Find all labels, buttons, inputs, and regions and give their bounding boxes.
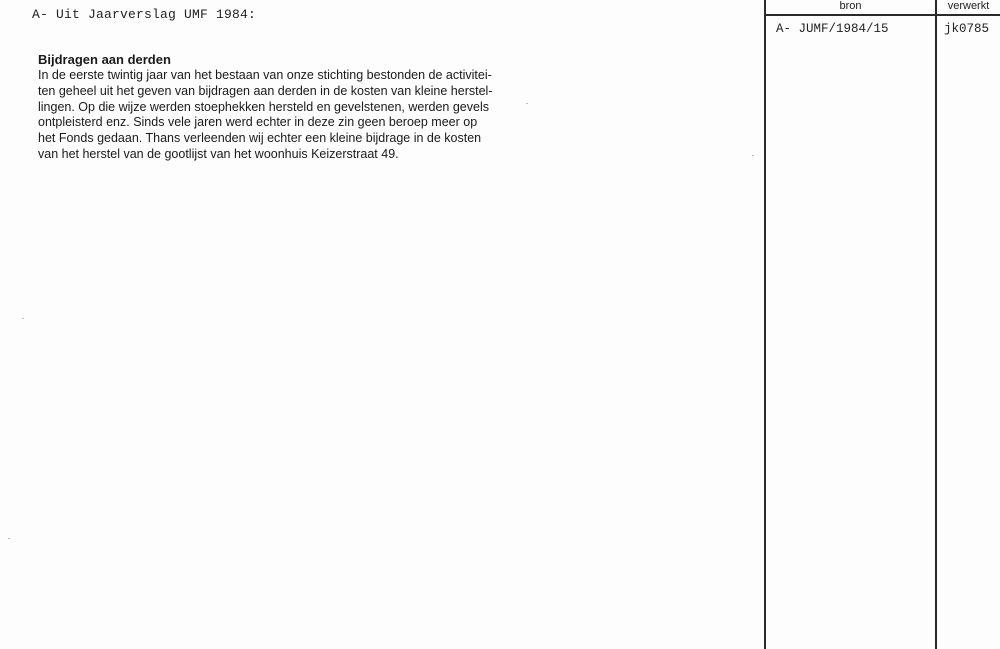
scan-speck xyxy=(22,318,24,319)
bron-entry: A- JUMF/1984/15 xyxy=(776,22,889,36)
article xyxy=(38,52,538,163)
document-title: A- Uit Jaarverslag UMF 1984: xyxy=(32,7,257,22)
ledger-header-rule xyxy=(765,14,1000,16)
ledger-middle-rule xyxy=(935,0,937,649)
article-line: van het herstel van de gootlijst van het woonhuis Keizerstraat 49. xyxy=(38,146,399,161)
article-line: In de eerste twintig jaar van het bestaan van onze stichting bestonden de activitei- xyxy=(38,68,492,82)
article-line: ontpleisterd enz. Sinds vele jaren werd echter in deze zin geen beroep meer op xyxy=(38,115,478,130)
scan-speck xyxy=(526,103,528,104)
ledger-left-rule xyxy=(764,0,766,649)
column-header-verwerkt: verwerkt xyxy=(947,0,990,12)
column-header-bron: bron xyxy=(839,0,862,12)
article-heading: Bijdragen aan derden xyxy=(38,52,171,67)
scan-speck xyxy=(752,155,754,156)
scan-speck xyxy=(8,538,10,539)
article-line: ten geheel uit het geven van bijdragen aan derden in de kosten van kleine herstel- xyxy=(38,83,493,98)
article-line: het Fonds gedaan. Thans verleenden wij echter een kleine bijdrage in de kosten xyxy=(38,131,482,146)
article-line: lingen. Op die wijze werden stoephekken hersteld en gevelstenen, werden gevels xyxy=(38,99,489,114)
verwerkt-entry: jk0785 xyxy=(944,22,990,36)
